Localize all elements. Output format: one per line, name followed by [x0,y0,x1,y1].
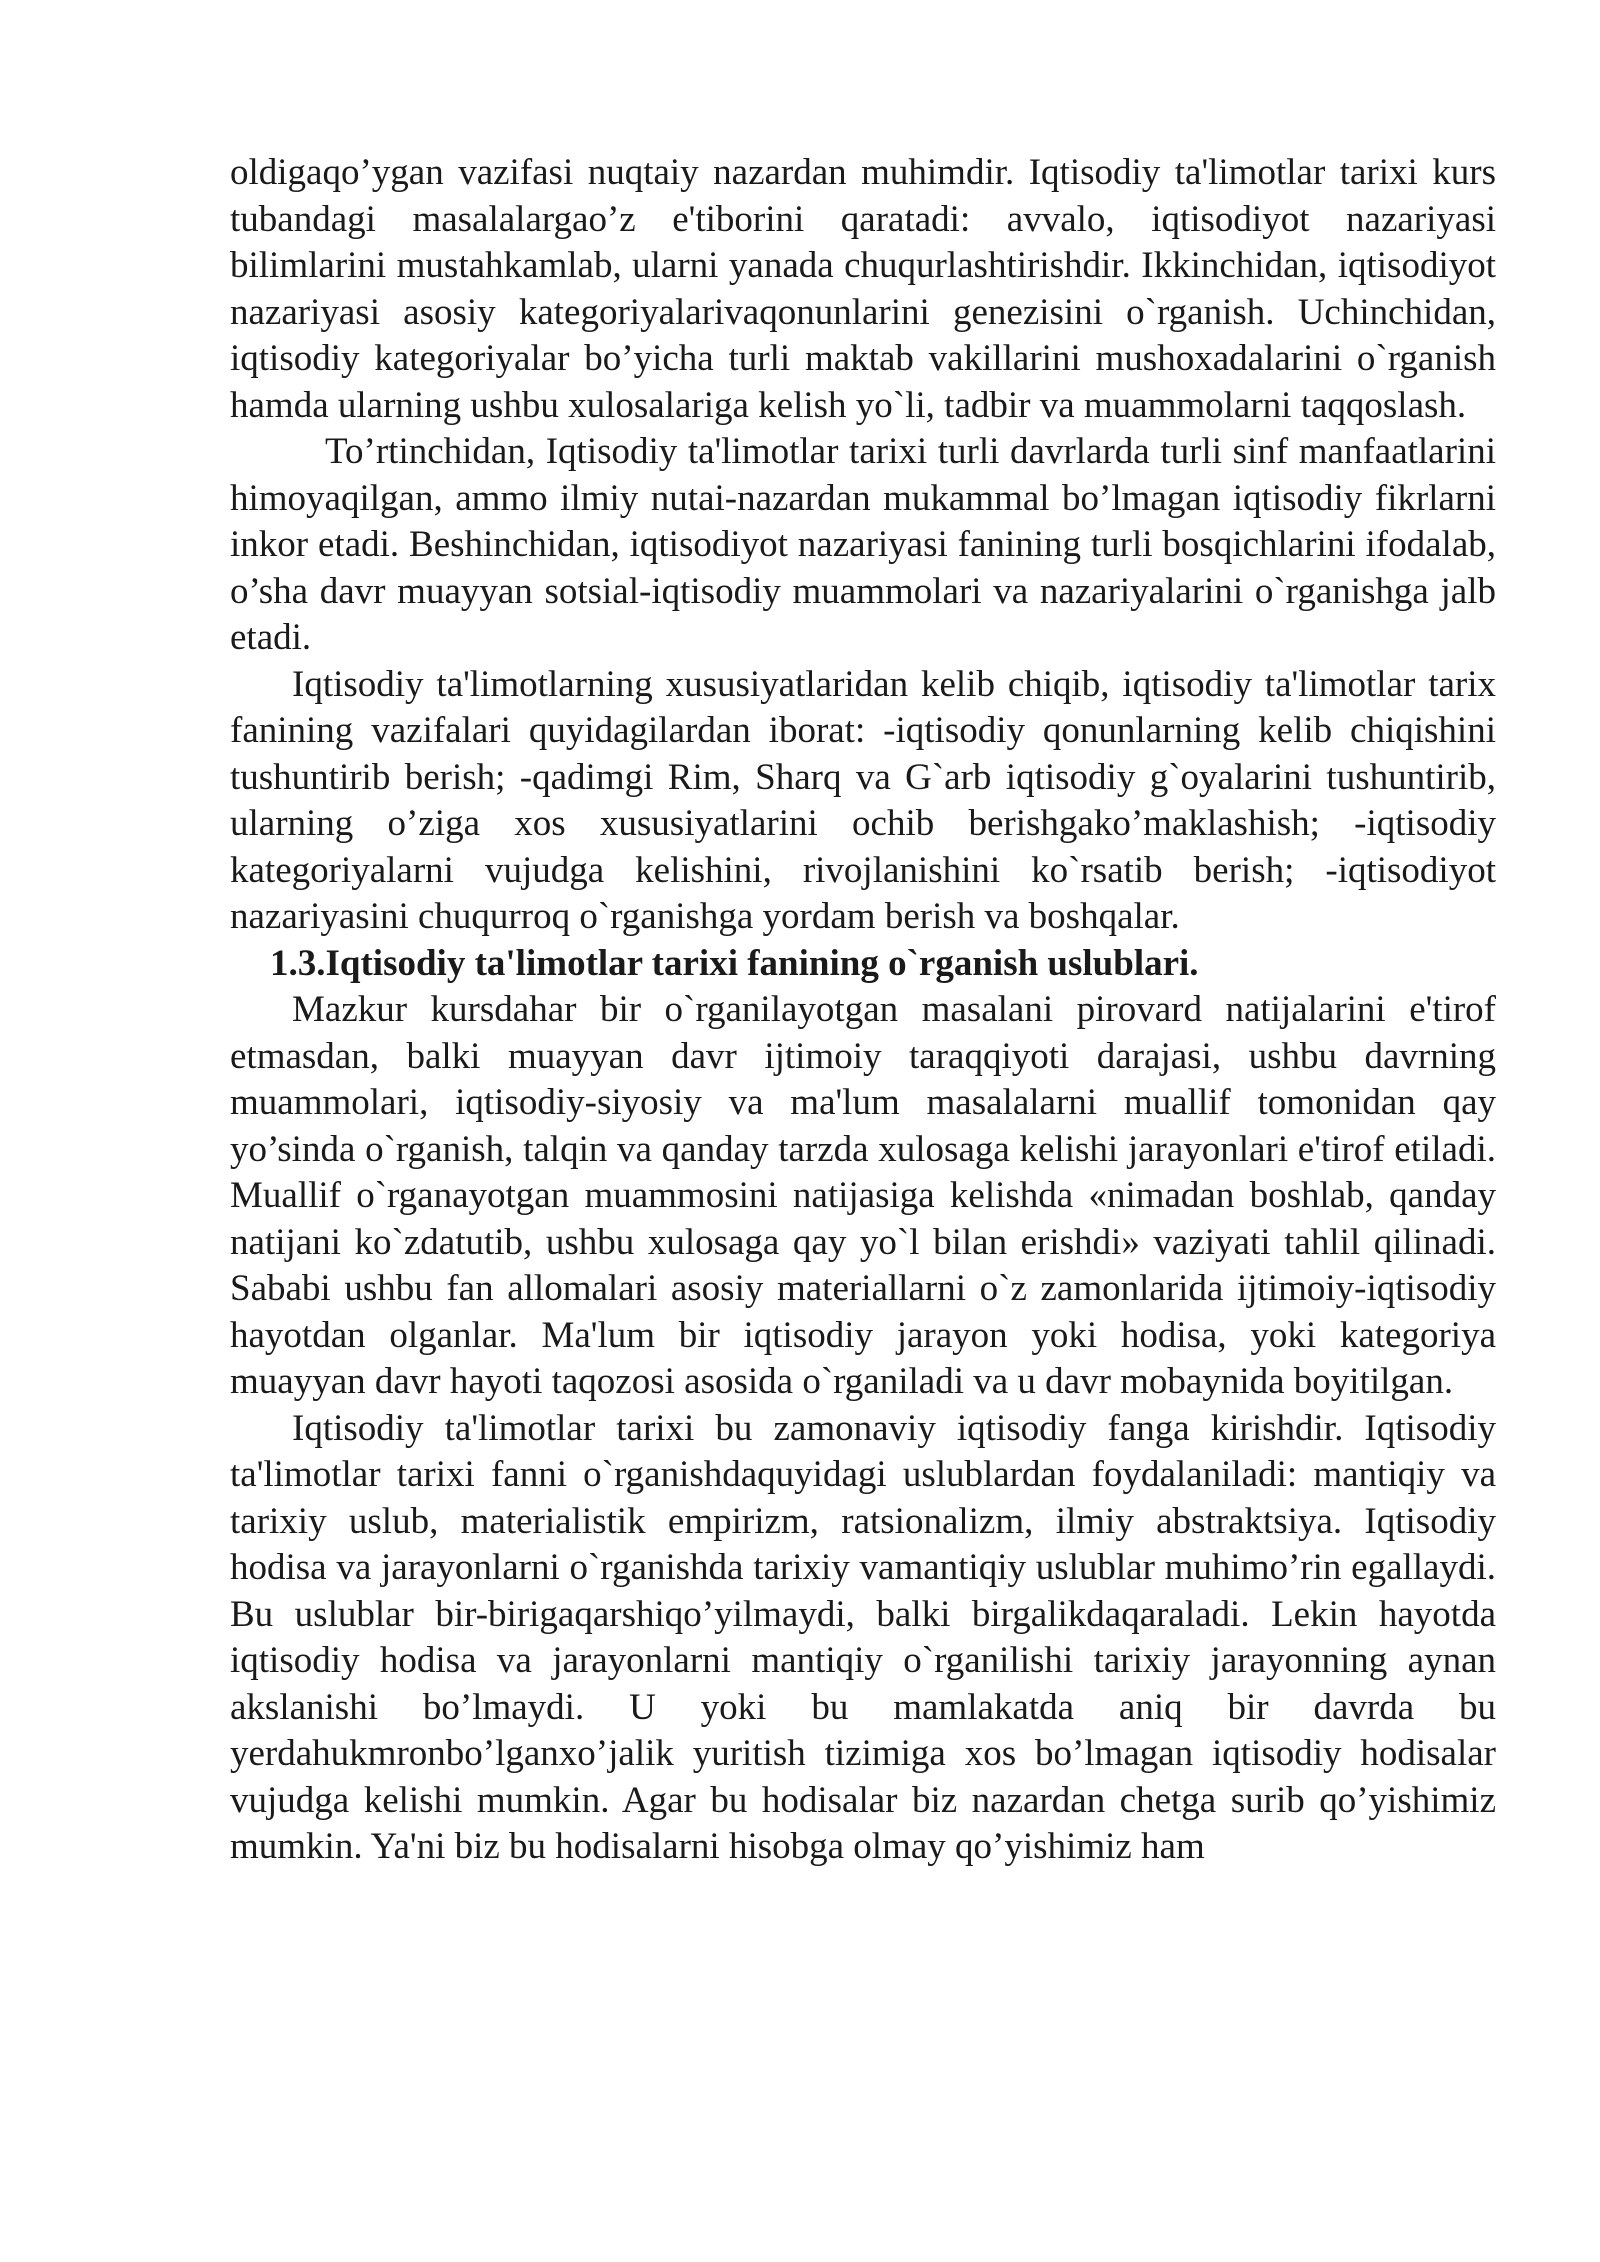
document-page [230,150,1496,1871]
paragraph-fourth-fifth: To’rtinchidan, Iqtisodiy ta'limotlar tarixi turli davrlarda turli sinf manfaatlarini himoyaqilgan, ammo ilmiy nutai-nazardan mukammal bo’lmagan iqtisodiy fikrlarni inkor etadi. Beshinchidan, iqtisodiyot nazariyasi fanining turli bosqichlarini ifodalab, o’sha davr muayyan sotsial-iqtisodiy muammolari va nazariyalarini o`rganishga jalb etadi. [230,431,1496,658]
paragraph-discipline-tasks: Iqtisodiy ta'limotlarning xususiyatlaridan kelib chiqib, iqtisodiy ta'limotlar tarix fanining vazifalari quyidagilardan iborat: -iqtisodiy qonunlarning kelib chiqishini tushuntirib berish; -qadimgi Rim, Sharq va G`arb iqtisodiy g`oyalarini tushuntirib, ularning o’ziga xos xususiyatlarini ochib berishgako’maklashish; -iqtisodiy kategoriyalarni vujudga kelishini, rivojlanishini ko`rsatib berish; -iqtisodiyot nazariyasini chuqurroq o`rganishga yordam berish va boshqalar. [230,663,1496,937]
paragraph-methods: Iqtisodiy ta'limotlar tarixi bu zamonaviy iqtisodiy fanga kirishdir. Iqtisodiy ta'limotlar tarixi fanni o`rganishdaquyidagi uslublardan foydalaniladi: mantiqiy va tarixiy uslub, materialistik empirizm, ratsionalizm, ilmiy abstraktsiya. Iqtisodiy hodisa va jarayonlarni o`rganishda tarixiy vamantiqiy uslublar muhimo’rin egallaydi. Bu uslublar bir-birigaqarshiqo’yilmaydi, balki birgalikdaqaraladi. Lekin hayotda iqtisodiy hodisa va jarayonlarni mantiqiy o`rganilishi tarixiy jarayonning aynan akslanishi bo’lmaydi. U yoki bu mamlakatda aniq bir davrda bu yerdahukmronbo’lganxo’jalik yuritish tizimiga xos bo’lmagan iqtisodiy hodisalar vujudga kelishi mumkin. Agar bu hodisalar biz nazardan chetga surib qo’yishimiz mumkin. Ya'ni biz bu hodisalarni hisobga olmay qo’yishimiz ham [230,1407,1496,1867]
paragraph-course-approach: Mazkur kursdahar bir o`rganilayotgan masalani pirovard natijalarini e'tirof etmasdan, balki muayyan davr ijtimoiy taraqqiyoti darajasi, ushbu davrning muammolari, iqtisodiy-siyosiy va ma'lum masalalarni muallif tomonidan qay yo’sinda o`rganish, talqin va qanday tarzda xulosaga kelishi jarayonlari e'tirof etiladi. Muallif o`rganayotgan muammosini natijasiga kelishda «nimadan boshlab, qanday natijani ko`zdatutib, ushbu xulosaga qay yo`l bilan erishdi» vaziyati tahlil qilinadi. Sababi ushbu fan allomalari asosiy materiallarni o`z zamonlarida ijtimoiy-iqtisodiy hayotdan olganlar. Ma'lum bir iqtisodiy jarayon yoki hodisa, yoki kategoriya muayyan davr hayoti taqozosi asosida o`rganiladi va u davr mobaynida boyitilgan. [230,989,1496,1402]
paragraph-tasks-continued: oldigaqo’ygan vazifasi nuqtaiy nazardan muhimdir. Iqtisodiy ta'limotlar tarixi kurs tubandagi masalalargao’z e'tiborini qaratadi: avvalo, iqtisodiyot nazariyasi bilimlarini mustahkamlab, ularni yanada chuqurlashtirishdir. Ikkinchidan, iqtisodiyot nazariyasi asosiy kategoriyalarivaqonunlarini genezisini o`rganish. Uchinchidan, iqtisodiy kategoriyalar bo’yicha turli maktab vakillarini mushoxadalarini o`rganish hamda ularning ushbu xulosalariga kelish yo`li, tadbir va muammolarni taqqoslash. [230,152,1496,426]
section-heading: 1.3.Iqtisodiy ta'limotlar tarixi fanining o`rganish uslublari. [270,942,1199,984]
